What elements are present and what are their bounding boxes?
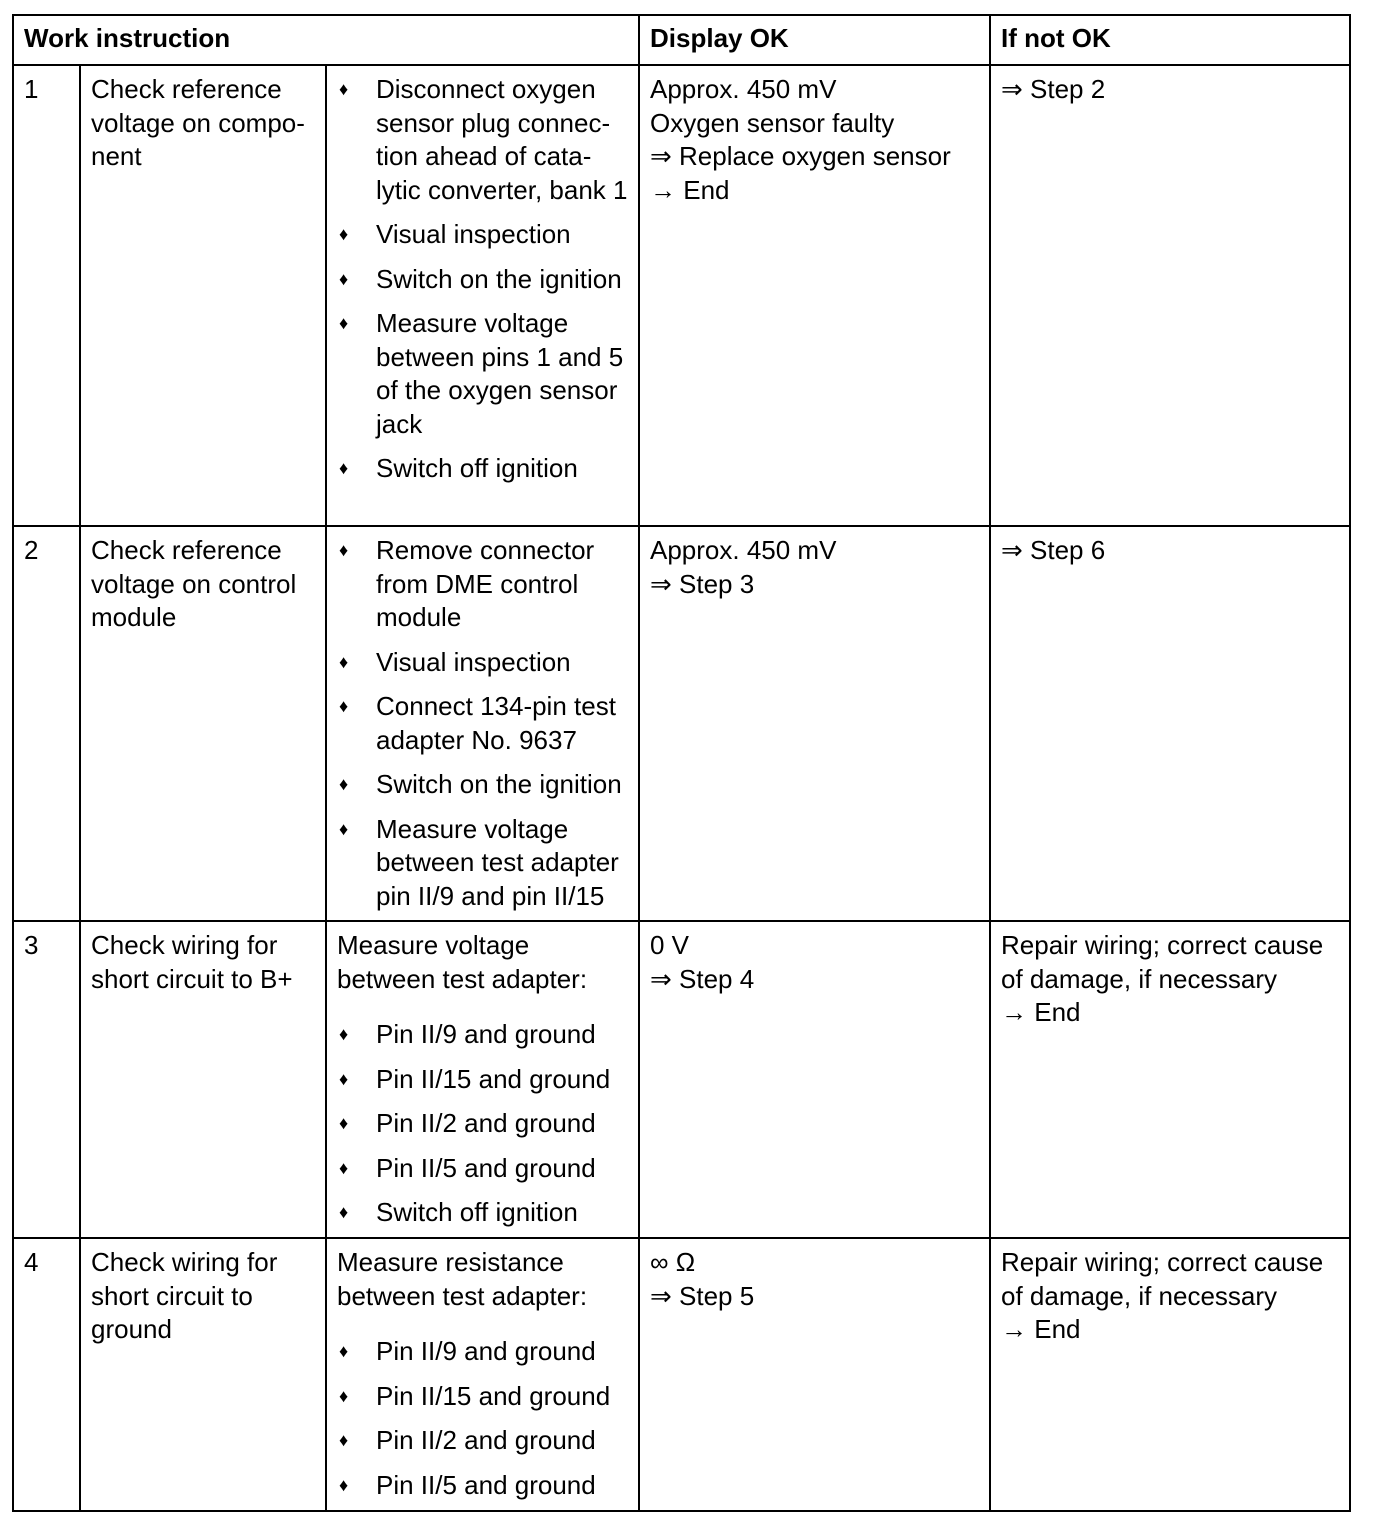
instruction-text: Pin II/9 and ground: [376, 1019, 596, 1049]
header-if-not-ok: If not OK: [990, 15, 1350, 65]
display-ok-line: Approx. 450 mV: [650, 535, 837, 565]
list-item: [337, 1018, 630, 1052]
display-ok-cell: [639, 65, 990, 526]
display-ok-line: → End: [650, 174, 730, 205]
if-not-ok-line: ⇒ Step 6: [1001, 535, 1106, 565]
step-number: 2: [13, 526, 80, 921]
list-item: [337, 690, 630, 757]
if-not-ok-line: → End: [1001, 1314, 1081, 1344]
instruction-text: Measure voltage between pins 1 and 5 of the oxygen sensor jack: [376, 308, 624, 439]
diamond-bullet-icon: ♦: [339, 1157, 349, 1178]
instruction-list: [337, 1335, 630, 1502]
if-not-ok-line: → End: [1001, 997, 1081, 1027]
instruction-cell: [326, 65, 639, 526]
instruction-text: Switch off ignition: [376, 453, 578, 483]
instruction-text: Pin II/5 and ground: [376, 1152, 596, 1183]
display-ok-line: ∞ Ω: [650, 1247, 696, 1277]
diamond-bullet-icon: ♦: [339, 79, 349, 99]
diamond-bullet-icon: ♦: [339, 1474, 349, 1495]
instruction-text: Switch on the ignition: [376, 263, 622, 294]
list-item: [337, 646, 630, 680]
instruction-text: Switch off ignition: [376, 1197, 578, 1227]
list-item: [337, 1063, 630, 1097]
instruction-text: Measure voltage between test adapter pin II/9 and pin II/15: [376, 813, 619, 911]
diamond-bullet-icon: ♦: [339, 268, 349, 289]
list-item: [337, 73, 630, 207]
list-item: [337, 1469, 630, 1503]
instruction-text: Visual inspection: [376, 219, 571, 249]
table-row: [13, 1238, 1350, 1511]
diamond-bullet-icon: ♦: [339, 774, 349, 794]
if-not-ok-cell: [990, 526, 1350, 921]
table-row: [13, 526, 1350, 921]
list-item: [337, 1152, 630, 1186]
diamond-bullet-icon: ♦: [339, 1430, 349, 1450]
diamond-bullet-icon: ♦: [339, 224, 349, 244]
if-not-ok-line: Repair wiring; correct cause of damage, if necessary: [1001, 930, 1324, 994]
display-ok-line: Oxygen sensor faulty: [650, 107, 895, 138]
if-not-ok-line: ⇒ Step 2: [1001, 74, 1106, 104]
instruction-text: Pin II/9 and ground: [376, 1336, 596, 1366]
header-display-ok: Display OK: [639, 15, 990, 65]
instruction-list: [337, 1018, 630, 1230]
instruction-text: Pin II/15 and ground: [376, 1063, 611, 1094]
list-item: [337, 452, 630, 486]
header-work-instruction: Work instruction: [13, 15, 639, 65]
if-not-ok-cell: [990, 65, 1350, 526]
list-item: [337, 263, 630, 297]
step-number: 3: [13, 921, 80, 1238]
diamond-bullet-icon: ♦: [339, 1385, 349, 1406]
display-ok-cell: [639, 921, 990, 1238]
display-ok-line: 0 V: [650, 930, 690, 960]
diamond-bullet-icon: ♦: [339, 458, 349, 478]
display-ok-line: ⇒ Replace oxygen sensor: [650, 141, 951, 171]
check-description: Check wiring for short circuit to ground: [80, 1238, 326, 1511]
diamond-bullet-icon: ♦: [339, 696, 349, 716]
check-description: Check reference voltage on control module: [80, 526, 326, 921]
diamond-bullet-icon: ♦: [339, 1341, 349, 1361]
instruction-text: Connect 134-pin test adapter No. 9637: [376, 691, 616, 755]
display-ok-line: ⇒ Step 4: [650, 963, 755, 994]
step-number: 4: [13, 1238, 80, 1511]
list-item: [337, 1196, 630, 1230]
list-item: [337, 1380, 630, 1414]
list-item: [337, 768, 630, 802]
list-item: [337, 218, 630, 252]
if-not-ok-line: Repair wiring; correct cause of damage, if necessary: [1001, 1247, 1324, 1311]
instruction-intro: Measure voltage between test adapter:: [337, 930, 588, 994]
work-instruction-table: [12, 14, 1351, 1512]
table-body: [13, 65, 1350, 1511]
diamond-bullet-icon: ♦: [339, 1202, 349, 1222]
instruction-text: Visual inspection: [376, 646, 571, 677]
instruction-text: Disconnect oxygen sensor plug connec-tion ahead of cata-lytic converter, bank 1: [376, 74, 628, 205]
instruction-intro: Measure resistance between test adapter:: [337, 1247, 588, 1311]
display-ok-cell: [639, 1238, 990, 1511]
list-item: [337, 1335, 630, 1369]
instruction-text: Pin II/2 and ground: [376, 1108, 596, 1138]
table-row: [13, 921, 1350, 1238]
check-description: Check reference voltage on compo-nent: [80, 65, 326, 526]
instruction-list: [337, 534, 630, 913]
display-ok-line: ⇒ Step 5: [650, 1280, 755, 1311]
list-item: [337, 307, 630, 441]
list-item: [337, 1107, 630, 1141]
instruction-cell: [326, 921, 639, 1238]
instruction-text: Remove connector from DME control module: [376, 535, 595, 632]
display-ok-line: Approx. 450 mV: [650, 74, 837, 104]
if-not-ok-cell: [990, 1238, 1350, 1511]
display-ok-line: ⇒ Step 3: [650, 568, 755, 599]
check-description: Check wiring for short circuit to B+: [80, 921, 326, 1238]
diamond-bullet-icon: ♦: [339, 1068, 349, 1089]
list-item: [337, 1424, 630, 1458]
list-item: [337, 813, 630, 914]
instruction-cell: [326, 526, 639, 921]
table-header-row: [13, 15, 1350, 65]
step-number: 1: [13, 65, 80, 526]
display-ok-cell: [639, 526, 990, 921]
diamond-bullet-icon: ♦: [339, 313, 349, 333]
table-row: [13, 65, 1350, 526]
diamond-bullet-icon: ♦: [339, 651, 349, 672]
diamond-bullet-icon: ♦: [339, 818, 349, 839]
instruction-list: [337, 73, 630, 486]
instruction-text: Pin II/2 and ground: [376, 1425, 596, 1455]
instruction-text: Pin II/5 and ground: [376, 1469, 596, 1500]
instruction-text: Switch on the ignition: [376, 769, 622, 799]
diamond-bullet-icon: ♦: [339, 1113, 349, 1133]
work-instruction-table-wrapper: [12, 14, 1351, 1512]
diamond-bullet-icon: ♦: [339, 1024, 349, 1044]
diamond-bullet-icon: ♦: [339, 540, 349, 560]
instruction-text: Pin II/15 and ground: [376, 1380, 611, 1411]
list-item: [337, 534, 630, 635]
instruction-cell: [326, 1238, 639, 1511]
if-not-ok-cell: [990, 921, 1350, 1238]
